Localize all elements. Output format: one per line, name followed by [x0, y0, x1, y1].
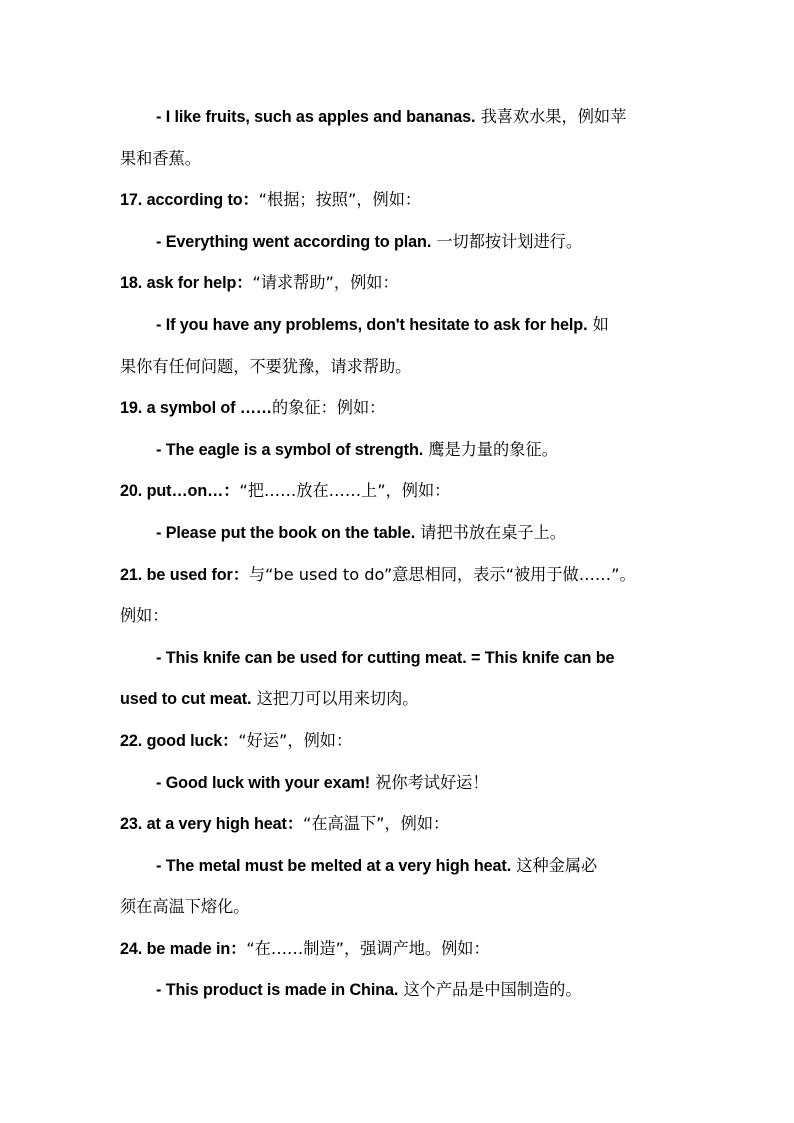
example-chinese: 请把书放在桌子上。 [420, 522, 566, 542]
example-english: - I like fruits, such as apples and bananas. [156, 108, 476, 126]
example-english: - Good luck with your exam! [156, 773, 371, 792]
example-chinese: 这把刀可以用来切肉。 [256, 689, 419, 709]
example-line [120, 762, 685, 804]
phrase-definition: “把……放在……上”，例如： [239, 481, 451, 501]
phrase-definition: 与“be used to do”意思相同，表示“被用于做……”。 [248, 564, 636, 584]
phrase-definition: “在……制造”，强调产地。例如： [246, 938, 490, 958]
example-line [120, 96, 685, 138]
continuation-line [120, 886, 685, 928]
example-line [120, 304, 685, 346]
phrase-heading [120, 803, 685, 845]
phrase-term: 20. put…on…： [120, 482, 240, 501]
phrase-heading [120, 554, 685, 596]
phrase-definition: “在高温下”，例如： [302, 814, 450, 834]
phrase-term: 17. according to： [120, 191, 259, 210]
phrase-term: 22. good luck： [120, 731, 239, 750]
phrase-definition: “好运”，例如： [238, 730, 353, 750]
phrase-term: 18. ask for help： [120, 274, 253, 293]
phrase-definition: 例如： [120, 606, 169, 626]
example-chinese: 鹰是力量的象征。 [428, 439, 558, 459]
phrase-heading [120, 179, 685, 221]
phrase-heading [120, 928, 685, 970]
example-chinese: 这个产品是中国制造的。 [403, 980, 582, 1000]
phrase-term: 23. at a very high heat： [120, 815, 303, 834]
example-chinese: 如 [592, 314, 609, 334]
example-chinese: 我喜欢水果，例如苹 [480, 107, 627, 126]
phrase-heading [120, 262, 685, 304]
example-line [120, 512, 685, 554]
phrase-definition: “请求帮助”，例如： [252, 273, 399, 293]
example-line [120, 969, 685, 1011]
phrase-term: 24. be made in： [120, 939, 247, 958]
example-english: - Everything went according to plan. [156, 232, 432, 251]
example-english: - The metal must be melted at a very high heat. [156, 856, 512, 875]
example-chinese: 须在高温下熔化。 [120, 897, 250, 917]
example-line [120, 637, 685, 679]
example-line [120, 429, 685, 471]
continuation-line [120, 595, 685, 637]
phrase-definition: “根据；按照”，例如： [258, 190, 422, 210]
example-english: - If you have any problems, don't hesitate to ask for help. [156, 315, 588, 334]
phrase-term: 21. be used for： [120, 565, 249, 584]
example-english: - Please put the book on the table. [156, 523, 416, 542]
example-chinese: 这种金属必 [516, 855, 598, 875]
phrase-heading [120, 387, 685, 429]
example-english: - This product is made in China. [156, 981, 399, 1000]
example-chinese: 祝你考试好运！ [375, 772, 489, 792]
document-body [120, 96, 685, 1011]
example-line [120, 221, 685, 263]
continuation-line [120, 138, 685, 180]
example-line [120, 845, 685, 887]
example-chinese: 一切都按计划进行。 [436, 231, 583, 251]
example-english: used to cut meat. [120, 690, 252, 709]
phrase-heading [120, 470, 685, 512]
example-chinese: 果你有任何问题，不要犹豫，请求帮助。 [120, 356, 412, 376]
continuation-line [120, 346, 685, 388]
phrase-term: 19. a symbol of …… [120, 399, 273, 418]
example-chinese: 果和香蕉。 [120, 148, 201, 168]
continuation-line [120, 678, 685, 720]
phrase-heading [120, 720, 685, 762]
phrase-definition: 的象征：例如： [272, 398, 386, 418]
example-english: - The eagle is a symbol of strength. [156, 440, 424, 459]
example-english: - This knife can be used for cutting meat. = This knife can be [156, 648, 615, 667]
